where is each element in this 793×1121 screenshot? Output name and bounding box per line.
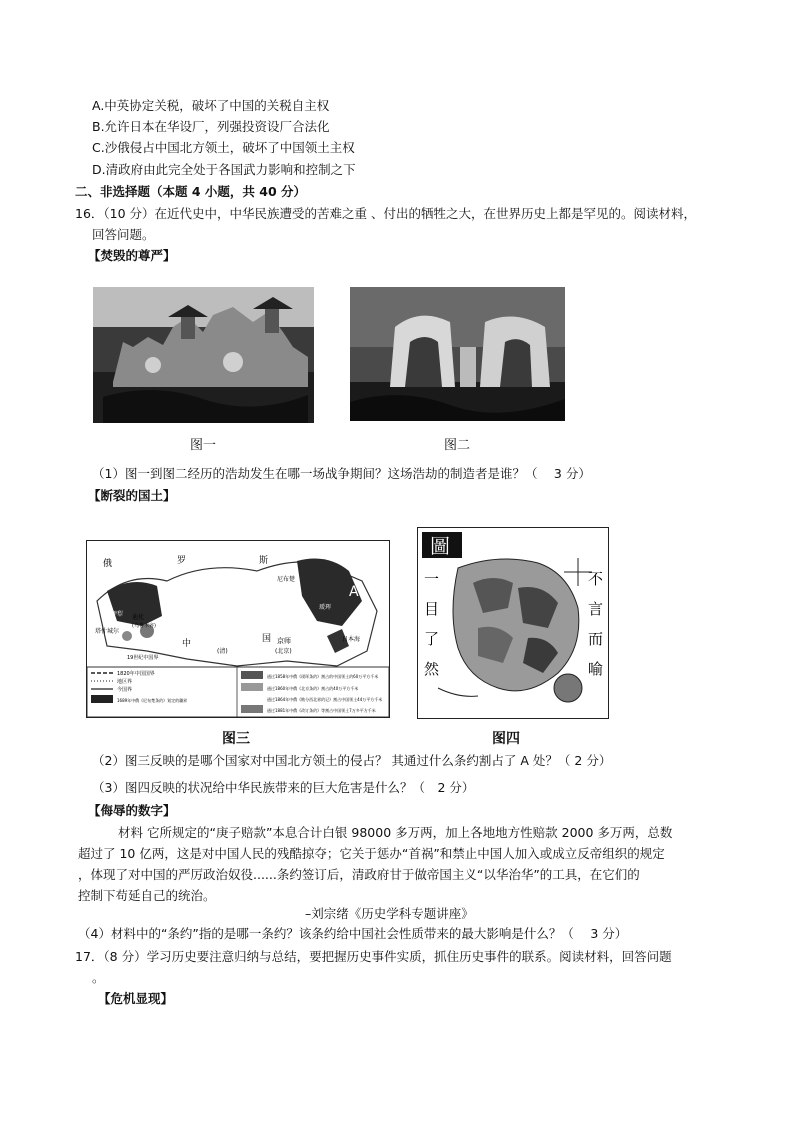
map4-side-8: 喻 — [588, 660, 604, 678]
q16-sub-heading-1: 【焚毁的尊严】 — [88, 248, 176, 263]
map3-label-a: A — [349, 584, 359, 600]
figure-3-caption: 图三 — [222, 731, 250, 747]
cartoon-map-drawing — [418, 528, 608, 718]
map3-legend-3: 地区界 — [117, 679, 133, 685]
map3-label-guo: 国 — [262, 634, 272, 644]
map3-legend-7: 1689年中俄《尼布楚条约》划定的疆界 — [117, 698, 188, 703]
q17-sub-heading-1: 【危机显现】 — [98, 991, 174, 1006]
material-line-4: 控制下苟延自己的统治。 — [78, 888, 216, 903]
map3-label-zhong: 中 — [182, 639, 192, 649]
map3-legend-6: 通过1864年中俄《勘分西北界约记》割占中国领土44万平方千米 — [267, 697, 383, 702]
map4-side-7: 而 — [588, 630, 604, 648]
section-heading: 二、非选择题（本题 4 小题，共 40 分） — [75, 184, 307, 199]
map3-label-beijing: (北京) — [275, 648, 292, 655]
map3-legend-2: 通过1858年中俄《瑷珲条约》割占的中国领土约60万平方千米 — [267, 674, 379, 679]
map3-legend-4: 通过1860年中俄《北京条约》割占约40万平方千米 — [267, 686, 359, 691]
map4-title-glyph: 圖 — [430, 534, 450, 558]
q17-stem-line1: 17．（8 分）学习历史要注意归纳与总结，要把握历史事件实质，抓住历史事件的联系。阅读材料，回答问题 — [75, 949, 672, 964]
option-a: A.中英协定关税，破坏了中国的关税自主权 — [92, 98, 330, 113]
map3-label-yili: 伊犁 — [111, 611, 124, 618]
map4-side-4: 然 — [424, 660, 440, 678]
ruins-image-1 — [93, 287, 314, 423]
map3-label-tacheng: 塔什城尔 — [95, 628, 120, 635]
ruins-image-2 — [350, 287, 565, 421]
q17-stem-line2: 。 — [92, 970, 105, 985]
map3-label-ribenhai: 日本海 — [342, 636, 361, 643]
q16-question-3: （3）图四反映的状况给中华民族带来的巨大危害是什么？（ 2 分） — [92, 780, 475, 795]
figure-4-cartoon-map — [417, 527, 609, 719]
map3-label-jingshi: 京师 — [277, 637, 291, 645]
q16-stem-line2: 回答问题。 — [92, 227, 155, 242]
map3-label-si: 斯 — [259, 556, 269, 566]
q16-stem-line1: 16．（10 分）在近代史中，中华民族遭受的苦难之重 、付出的牺牲之大，在世界历史上都是罕见的。阅读材料， — [75, 206, 697, 221]
material-line-1: 材料 它所规定的“庚子赔款”本息合计白银 98000 多万两，加上各地地方性赔款 2000 多万两，总数 — [118, 825, 673, 840]
figure-1-ruins-photo — [93, 287, 314, 423]
map4-side-6: 言 — [588, 600, 604, 618]
map4-side-2: 目 — [424, 600, 440, 618]
map3-label-luo: 罗 — [177, 556, 187, 566]
territory-map-drawing — [87, 541, 389, 717]
option-b: B.允许日本在华设厂，列强投资设厂合法化 — [92, 119, 330, 134]
material-source: –刘宗绪《历史学科专题讲座》 — [305, 906, 474, 921]
figure-4-caption: 图四 — [492, 731, 520, 747]
figure-2-caption: 图二 — [444, 438, 471, 453]
material-line-2: 超过了 10 亿两，这是对中国人民的残酷掠夺；它关于惩办“首祸”和禁止中国人加入或成立反帝组织的规定 — [78, 846, 665, 861]
map3-legend-5: 今国界 — [117, 687, 133, 693]
map3-label-aihui: 瑷珲 — [319, 604, 332, 611]
figure-2-ruins-photo — [350, 287, 565, 421]
q16-question-2: （2）图三反映的是哪个国家对中国北方领土的侵占？ 其通过什么条约割占了 A 处？（ 2 分） — [92, 753, 612, 768]
map3-label-qing: (清) — [217, 648, 228, 655]
map3-label-nibuchu: 尼布楚 — [277, 576, 296, 583]
map3-label-dihua: 迪化 — [132, 614, 145, 621]
map3-legend-8: 通过1881年中俄《改订条约》等割占中国领土7万多平方千米 — [267, 708, 376, 713]
map3-legend-1: 1820年中国国界 — [117, 671, 155, 677]
q16-sub-heading-2: 【断裂的国土】 — [88, 488, 176, 503]
map4-side-3: 了 — [424, 630, 440, 648]
map3-label-note: 19世纪中国界 — [127, 655, 159, 661]
option-d: D.清政府由此完全处于各国武力影响和控制之下 — [92, 162, 356, 177]
q16-question-1: （1）图一到图二经历的浩劫发生在哪一场战争期间？这场浩劫的制造者是谁？（ 3 分） — [92, 466, 591, 481]
material-line-3: ，体现了对中国的严厉政治奴役......条约签订后，清政府甘于做帝国主义“以华治华”的工具，在它们的 — [78, 867, 640, 882]
q16-sub-heading-3: 【侮辱的数字】 — [88, 803, 176, 818]
option-c: C.沙俄侵占中国北方领土，破坏了中国领土主权 — [92, 140, 355, 155]
map4-side-5: 不 — [588, 570, 604, 588]
figure-1-caption: 图一 — [190, 438, 217, 453]
map3-label-dihua2: (乌鲁木齐) — [132, 623, 156, 629]
figure-3-territory-map — [86, 540, 390, 718]
map3-label-e: 俄 — [103, 559, 113, 569]
q16-question-4: （4）材料中的“条约”指的是哪一条约？该条约给中国社会性质带来的最大影响是什么？（ 3 分） — [78, 926, 628, 941]
map4-side-1: 一 — [424, 570, 440, 588]
